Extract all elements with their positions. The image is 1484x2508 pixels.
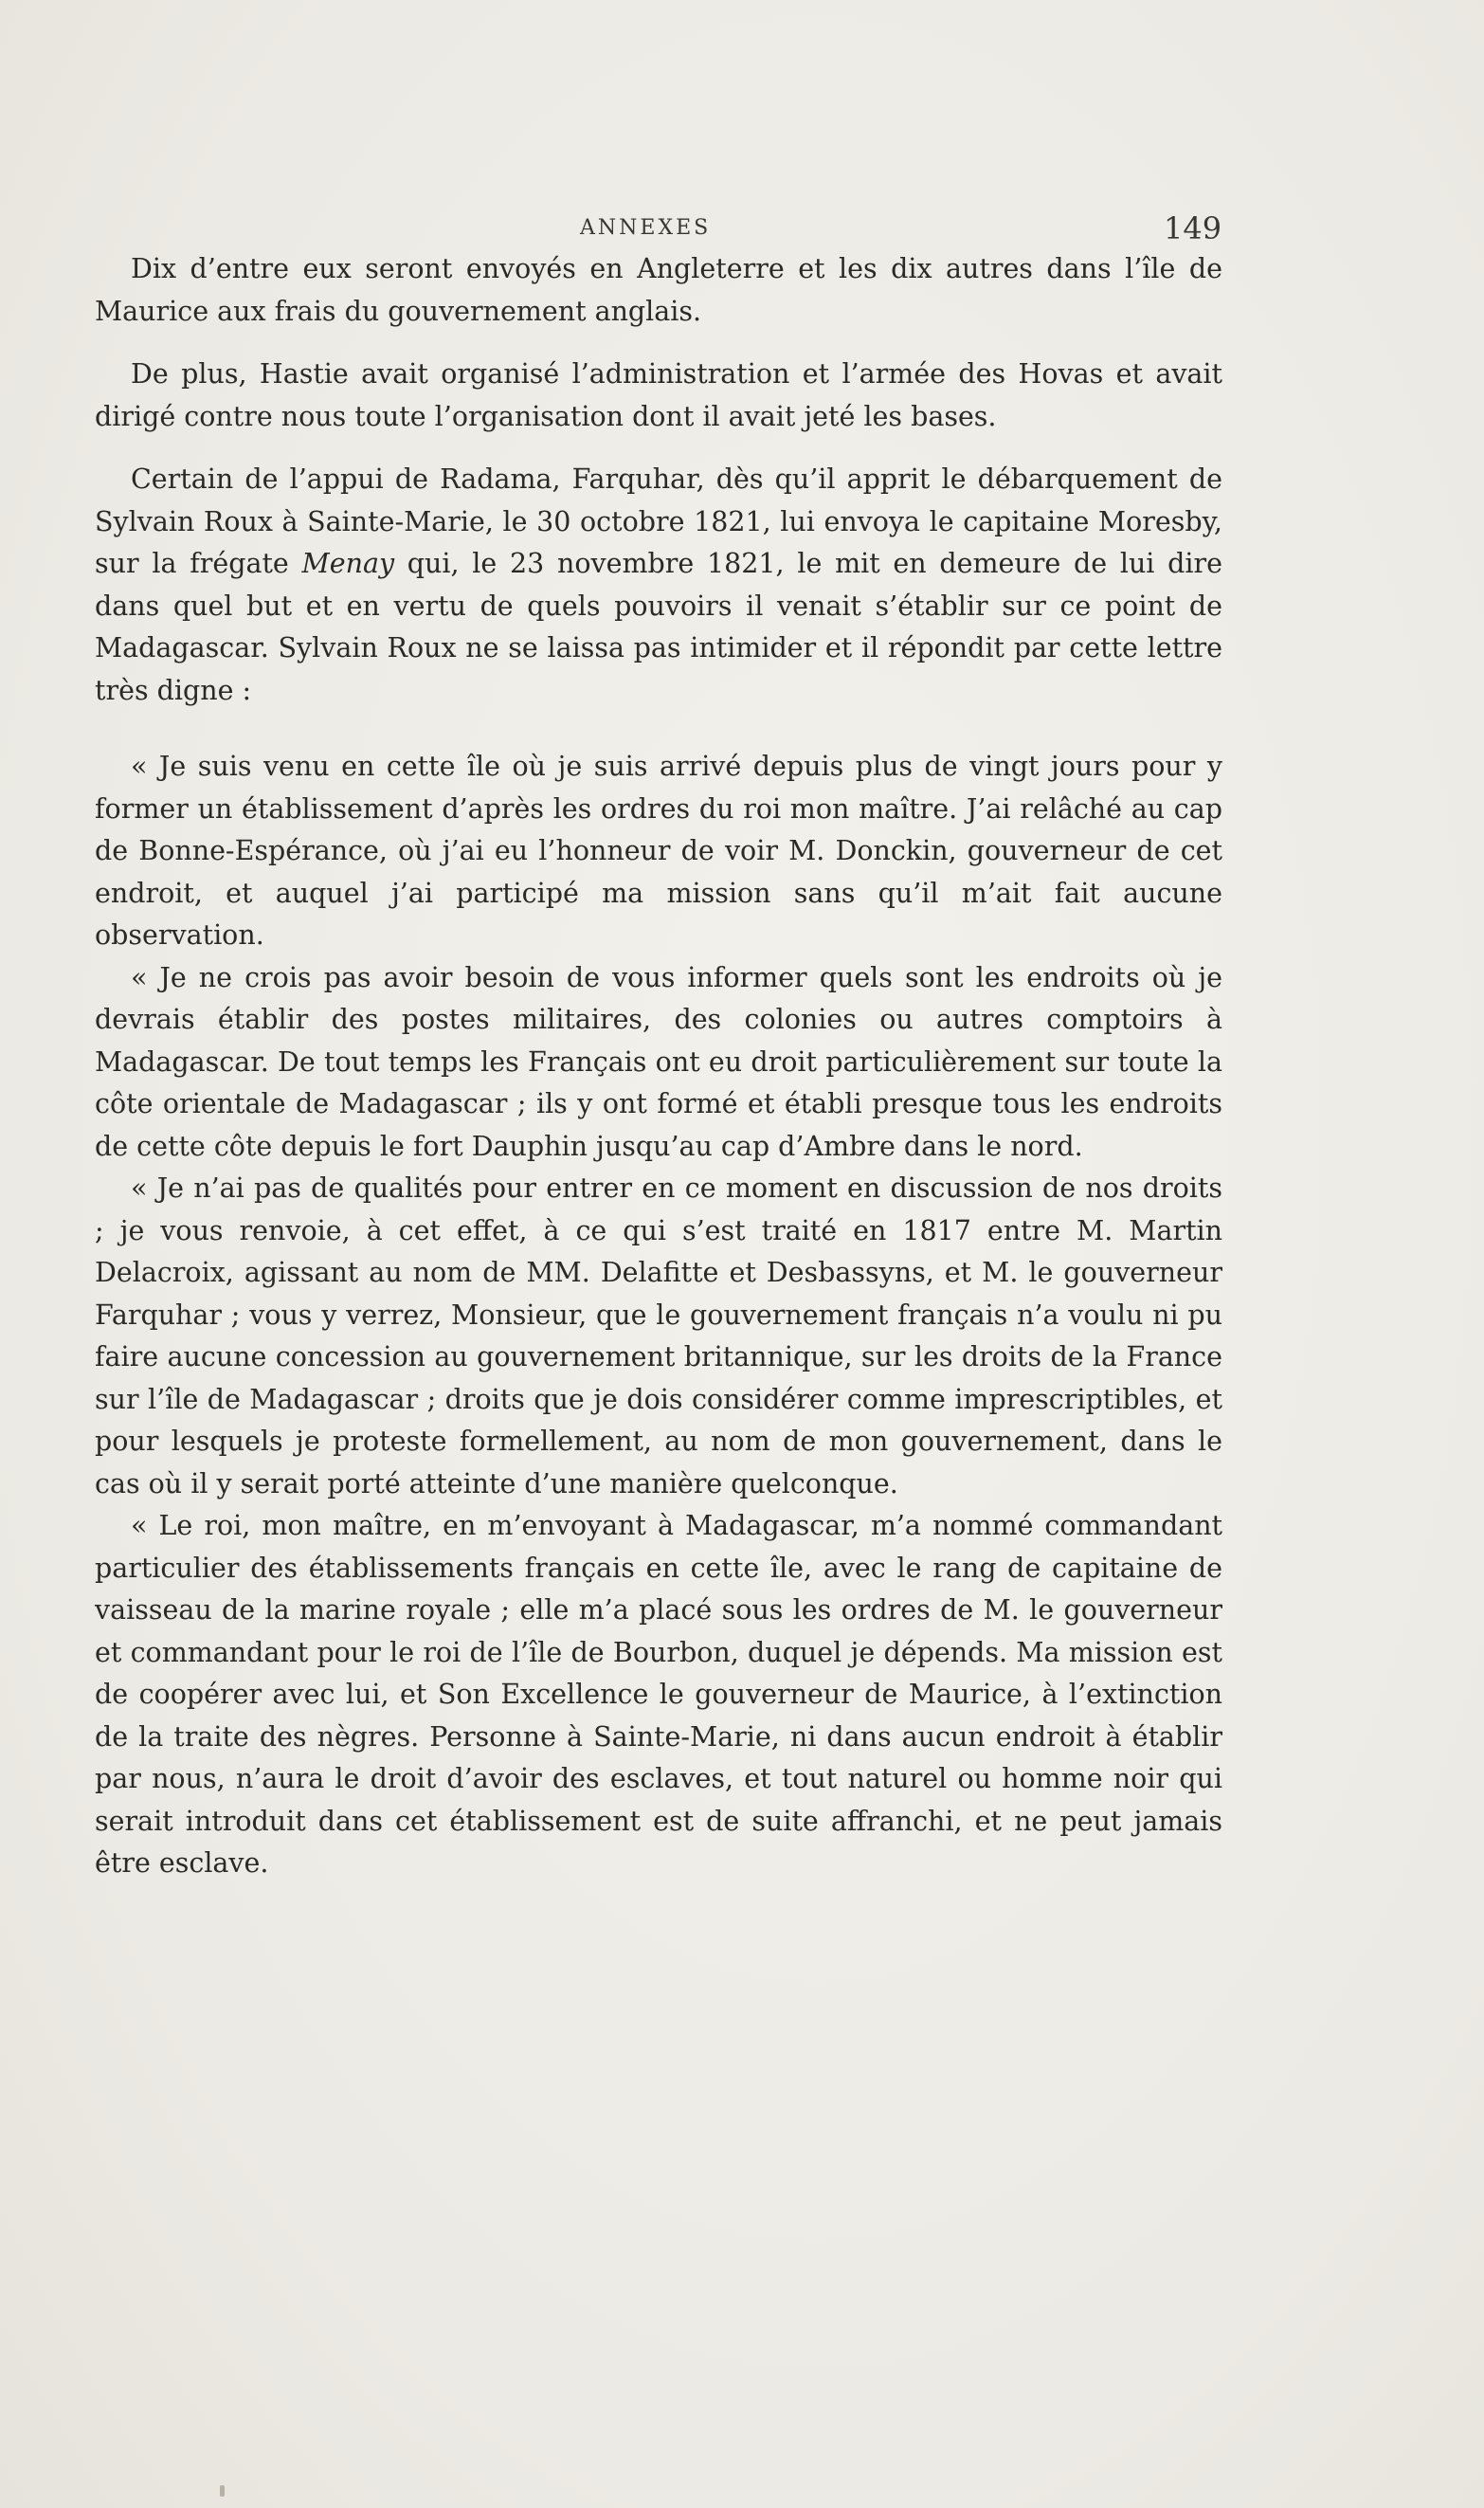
page-number: 149 [1164, 210, 1222, 246]
paragraph-1: Dix d’entre eux seront envoyés en Angleterre et les dix autres dans l’île de Maurice aux frais du gouvernement anglais. [95, 253, 1222, 327]
letter-paragraph-4: « Le roi, mon maître, en m’envoyant à Madagascar, m’a nommé commandant particulier des établissements français en cette île, avec le rang de capitaine de vaisseau de la marine royale ; elle m’a placé sous les ordres de M. le gouverneur et commandant pour le roi de l’île de Bourbon, duquel je dépends. Ma mission est de coopérer avec lui, et Son Excellence le gouverneur de Maurice, à l’extinction de la traite des nègres. Personne à Sainte-Marie, ni dans aucun endroit à établir par nous, n’aura le droit d’avoir des esclaves, et tout naturel ou homme noir qui serait introduit dans cet établissement est de suite affranchi, et ne peut jamais être esclave. [95, 1510, 1222, 1879]
body-text [95, 248, 1222, 1885]
running-title: ANNEXES [580, 216, 712, 240]
paragraph-2: De plus, Hastie avait organisé l’administration et l’armée des Hovas et avait dirigé contre nous toute l’organisation dont il avait jeté les bases. [95, 358, 1222, 432]
paragraph-3-end: qui, le 23 novembre 1821, le mit en demeure de lui dire dans quel but et en vertu de quels pouvoirs il venait s’établir sur ce point de Madagascar. Sylvain Roux ne se laissa pas intimider et il répondit par cette lettre très digne : [95, 548, 1223, 706]
paragraph-3-start: Certain de l’appui de Radama, Farquhar, dès qu’il apprit le débarquement de Sylvain Roux à Sainte-Marie, le 30 octobre 1821, lui envoya le capitaine Moresby, sur la frégate [95, 463, 1222, 579]
paragraph-3 [95, 459, 1222, 712]
letter-paragraph-1: « Je suis venu en cette île où je suis arrivé depuis plus de vingt jours pour y former un établissement d’après les ordres du roi mon maître. J’ai relâché au cap de Bonne-Espérance, où j’ai eu l’honneur de voir M. Donckin, gouverneur de cet endroit, et auquel j’ai participé ma mission sans qu’il m’ait fait aucune observation. [95, 751, 1222, 951]
paper-speck [220, 2485, 225, 2497]
letter-paragraph-2: « Je ne crois pas avoir besoin de vous informer quels sont les endroits où je devrais établir des postes militaires, des colonies ou autres comptoirs à Madagascar. De tout temps les Français ont eu droit particulièrement sur toute la côte orientale de Madagascar ; ils y ont formé et établi presque tous les endroits de cette côte depuis le fort Dauphin jusqu’au cap d’Ambre dans le nord. [95, 961, 1222, 1162]
letter-paragraph-3: « Je n’ai pas de qualités pour entrer en ce moment en discussion de nos droits ; je vous renvoie, à cet effet, à ce qui s’est traité en 1817 entre M. Martin Delacroix, agissant au nom de MM. Delafitte et Desbassyns, et M. le gouverneur Farquhar ; vous y verrez, Monsieur, que le gouvernement français n’a voulu ni pu faire aucune concession au gouvernement britannique, sur les droits de la France sur l’île de Madagascar ; droits que je dois considérer comme imprescriptibles, et pour lesquels je proteste formellement, au nom de mon gouvernement, dans le cas où il y serait porté atteinte d’une manière quelconque. [95, 1172, 1222, 1499]
ship-name: Menay [301, 548, 395, 579]
